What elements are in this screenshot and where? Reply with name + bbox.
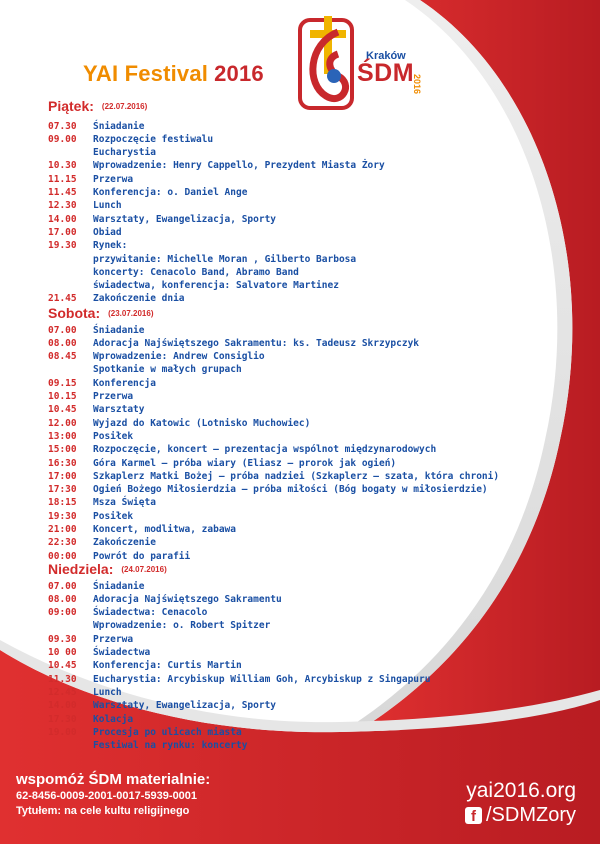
row-text: koncerty: Cenacolo Band, Abramo Band: [93, 266, 299, 278]
row-text: Rozpoczęcie festiwalu: [93, 133, 214, 145]
row-time: 09:00: [48, 607, 77, 619]
support-title: wspomóż ŚDM materialnie:: [16, 771, 211, 788]
row-text: Eucharystia: Arcybiskup William Goh, Arcybiskup z Singapuru: [93, 673, 431, 685]
row-time: 12.45: [48, 686, 77, 698]
footer-support: [16, 770, 210, 819]
row-time: 21:00: [48, 524, 77, 535]
row-time: 07.00: [48, 324, 77, 336]
row-text: Konferencja: o. Daniel Ange: [93, 187, 248, 198]
row-text: Świadectwa: [93, 647, 151, 658]
row-time: 17:30: [48, 484, 77, 496]
row-time: 17:00: [48, 470, 77, 482]
row-text: Powrót do parafii: [93, 550, 191, 562]
row-time: 09.15: [48, 377, 77, 389]
row-text: Przerwa: [93, 391, 134, 402]
row-time: 19.30: [48, 240, 77, 252]
row-text: Warsztaty, Ewangelizacja, Sporty: [93, 700, 277, 712]
row-time: 14.00: [48, 213, 77, 225]
logo-year: 2016: [412, 74, 422, 95]
row-time: 10.45: [48, 404, 77, 416]
day-name: Piątek:: [48, 98, 94, 114]
festival-title-text: YAI Festival: [83, 61, 209, 86]
row-time: 19.00: [48, 726, 77, 738]
festival-title: [83, 61, 264, 87]
row-text: Przerwa: [93, 173, 134, 185]
row-time: 10.45: [48, 660, 77, 672]
row-time: 10.15: [48, 391, 77, 402]
row-text: Wyjazd do Katowic (Lotnisko Muchowiec): [93, 417, 311, 429]
row-time: 17.30: [48, 713, 77, 725]
row-text: Kolacja: [93, 713, 134, 725]
row-text: Góra Karmel – próba wiary (Eliasz – prorok jak ogień): [93, 457, 397, 469]
row-text: Ogień Bożego Miłosierdzia – próba miłości (Bóg bogaty w miłosierdzie): [93, 484, 488, 496]
row-time: 21.45: [48, 293, 77, 305]
row-text: Zakończenie: [93, 537, 156, 549]
row-text: Posiłek: [93, 430, 134, 442]
row-time: 07.30: [48, 120, 77, 132]
row-time: 11.15: [48, 173, 77, 185]
row-time: 16:30: [48, 457, 77, 469]
row-text: Warsztaty, Ewangelizacja, Sporty: [93, 213, 277, 225]
facebook-handle: /SDMZory: [486, 804, 576, 826]
row-text: Konferencja: Curtis Martin: [93, 660, 242, 672]
row-text: Lunch: [93, 686, 122, 698]
row-text: Rynek:: [93, 240, 128, 252]
logo-city: Kraków: [366, 50, 406, 62]
row-text: świadectwa, konferencja: Salvatore Martinez: [93, 280, 339, 292]
row-time: 11.30: [48, 673, 77, 685]
row-time: 00:00: [48, 550, 77, 562]
row-text: Procesja po ulicach miasta: [93, 726, 242, 738]
row-time: 12.30: [48, 200, 77, 212]
row-time: 18:15: [48, 497, 77, 509]
row-time: 07.00: [48, 580, 77, 592]
row-text: Świadectwa: Cenacolo: [93, 607, 208, 619]
row-text: Obiad: [93, 226, 122, 238]
day-date: (24.07.2016): [121, 565, 167, 574]
row-text: Konferencja: [93, 377, 156, 389]
row-text: Eucharystia: [93, 147, 156, 159]
footer-links: [465, 779, 576, 827]
row-time: 22:30: [48, 537, 77, 549]
row-time: 13:00: [48, 430, 77, 442]
row-time: 08.00: [48, 593, 77, 605]
row-text: Msza Święta: [93, 497, 156, 509]
row-text: Adoracja Najświętszego Sakramentu: [93, 593, 282, 605]
day-heading-friday: [48, 96, 147, 115]
row-text: Śniadanie: [93, 120, 145, 132]
row-text: przywitanie: Michelle Moran , Gilberto Barbosa: [93, 253, 357, 265]
row-time: 17.00: [48, 226, 77, 238]
row-text: Śniadanie: [93, 580, 145, 592]
facebook-icon: f: [465, 807, 482, 824]
row-time: 14.00: [48, 700, 77, 712]
day-name: Sobota:: [48, 305, 101, 321]
facebook-link[interactable]: [465, 803, 576, 827]
row-text: Zakończenie dnia: [93, 293, 185, 305]
row-text: Szkaplerz Matki Bożej – próba nadziei (Szkaplerz – szata, która chroni): [93, 470, 500, 482]
day-date: (23.07.2016): [108, 309, 154, 318]
row-time: 12.00: [48, 417, 77, 429]
row-text: Rozpoczęcie, koncert – prezentacja wspólnot międzynarodowych: [93, 444, 437, 456]
account-number: 62-8456-0009-2001-0017-5939-0001: [16, 790, 198, 802]
row-text: Posiłek: [93, 510, 134, 522]
day-heading-sunday: [48, 559, 167, 578]
row-time: 19:30: [48, 510, 77, 522]
row-text: Warsztaty: [93, 404, 145, 416]
row-time: 10 00: [48, 647, 77, 658]
day-date: (22.07.2016): [101, 102, 148, 111]
row-text: Lunch: [93, 200, 122, 212]
row-text: Koncert, modlitwa, zabawa: [93, 524, 236, 535]
row-text: Wprowadzenie: o. Robert Spitzer: [93, 620, 271, 632]
row-time: 11.45: [48, 187, 77, 198]
logo-name: ŚDM: [357, 59, 415, 87]
day-heading-saturday: [48, 303, 153, 322]
row-time: 09.00: [48, 133, 77, 145]
row-time: 09.30: [48, 633, 77, 645]
website-link[interactable]: yai2016.org: [466, 779, 576, 802]
row-time: 10.30: [48, 160, 77, 172]
row-text: Śniadanie: [93, 324, 145, 336]
row-time: 15:00: [48, 444, 77, 456]
row-text: Adoracja Najświętszego Sakramentu: ks. Tadeusz Skrzypczyk: [93, 337, 420, 349]
row-text: Festiwal na rynku: koncerty: [93, 740, 248, 752]
row-text: Wprowadzenie: Andrew Consiglio: [93, 351, 265, 363]
transfer-purpose: Tytułem: na cele kultu religijnego: [16, 805, 190, 817]
row-text: Spotkanie w małych grupach: [93, 364, 242, 376]
row-text: Wprowadzenie: Henry Cappello, Prezydent Miasta Żory: [93, 160, 385, 172]
row-time: 08.00: [48, 337, 77, 349]
festival-year: 2016: [214, 61, 264, 86]
day-name: Niedziela:: [48, 561, 114, 577]
row-text: Przerwa: [93, 633, 134, 645]
row-time: 08.45: [48, 351, 77, 363]
